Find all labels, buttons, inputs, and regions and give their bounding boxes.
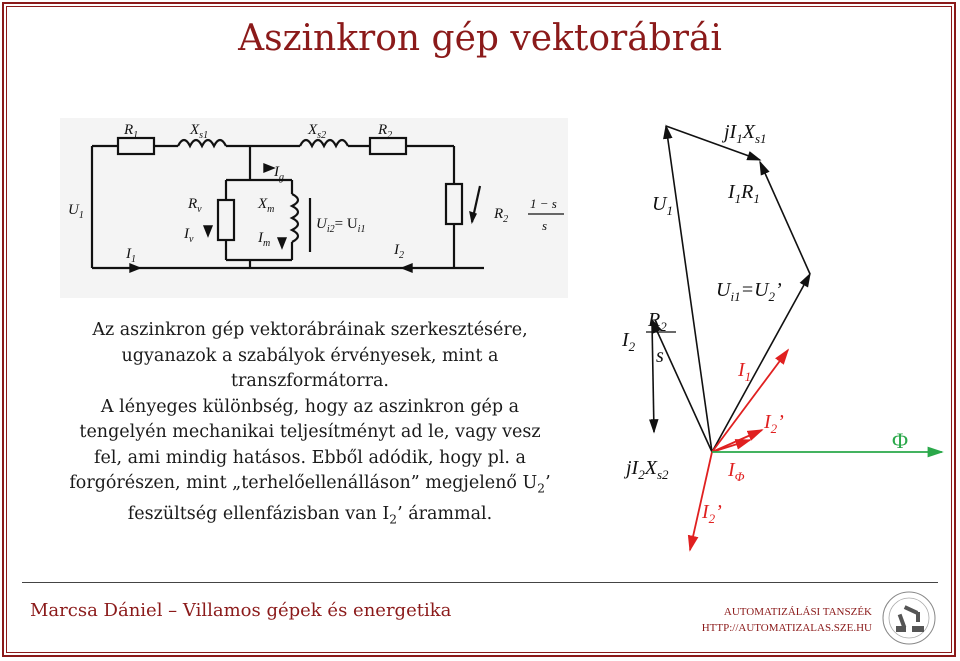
label-ji1xs1: $jI_1X_{s1}$ <box>724 121 767 146</box>
label-i2-prime: $I_2$ <box>622 329 636 354</box>
label-frac-denominator: s <box>542 218 548 233</box>
phasor-diagram <box>600 110 950 560</box>
label-ji2xs2: $jI_2X_{s2}$ <box>626 457 669 482</box>
label-rv: $R_v$ <box>188 196 202 215</box>
label-i2-lower: $I_2$’ <box>702 501 722 526</box>
paragraph-line: ugyanazok a szabályok érvényesek, mint a <box>121 345 499 366</box>
department-logo-icon <box>880 590 938 646</box>
paragraph-line: A lényeges különbség, hogy az aszinkron gép a <box>100 396 520 417</box>
label-i1: $I_1$ <box>126 246 136 265</box>
label-xs1: $X_{s1}$ <box>190 122 209 141</box>
label-i2-prime-red: $I_2$’ <box>764 411 784 436</box>
label-iphi: $I_\Phi$ <box>728 459 745 484</box>
label-i1r1: $I_1R_1$ <box>728 181 760 206</box>
label-xs2: $X_{s2}$ <box>308 122 327 141</box>
footer-divider <box>22 582 938 583</box>
equivalent-circuit-diagram <box>60 118 568 298</box>
label-xm: $X_m$ <box>258 196 275 215</box>
label-r2-over-s-num: $R_2$ <box>648 309 667 334</box>
department-url: HTTP://AUTOMATIZALAS.SZE.HU <box>701 622 872 634</box>
paragraph-line: fel, ami mindig hatásos. Ebből adódik, hogy pl. a <box>94 447 526 468</box>
label-iv: $I_v$ <box>184 226 194 245</box>
paragraph-line: feszültség ellenfázisban van $I_2$’ árammal. <box>127 504 493 527</box>
i2-lower-vector <box>690 452 712 550</box>
label-i1-red: $I_1$ <box>738 359 752 384</box>
label-load-resistance: $R_2$ <box>494 206 509 225</box>
label-frac-numerator: 1 − s <box>530 196 557 211</box>
label-u1: $U_1$ <box>68 202 84 221</box>
label-u1: $U_1$ <box>652 193 673 218</box>
label-im: $I_m$ <box>258 230 271 249</box>
label-r2: $R_2$ <box>378 122 393 141</box>
paragraph-line: transzformátorra. <box>230 371 389 391</box>
paragraph-line: tengelyén mechanikai teljesítményt ad le, vagy vesz <box>79 422 541 442</box>
footer-department <box>702 604 872 636</box>
paragraph-line: Az aszinkron gép vektorábráinak szerkesztésére, <box>92 320 528 340</box>
i1-vector <box>712 350 788 452</box>
label-ig: $I_g$ <box>274 164 284 183</box>
label-i2: $I_2$ <box>394 242 404 261</box>
label-r1: $R_1$ <box>124 122 139 141</box>
department-name: AUTOMATIZÁLÁSI TANSZÉK <box>723 606 872 618</box>
footer-author: Marcsa Dániel – Villamos gépek és energetika <box>30 600 452 621</box>
paragraph-line: forgórészen, mint „terhelőellenálláson” megjelenő $U_2$’ <box>69 473 551 496</box>
label-phi: Φ <box>892 428 909 453</box>
description-paragraph <box>30 318 590 533</box>
label-r2-over-s-den: s <box>656 345 664 367</box>
label-ui2-eq-ui1: $U_{i2}= U_{i1}$ <box>316 216 366 235</box>
label-ui1-u2: $U_{i1}=U_2$’ <box>716 279 782 304</box>
i1r1-vector <box>760 162 810 274</box>
ji2xs2-vector <box>652 322 654 432</box>
slide-title: Aszinkron gép vektorábrái <box>238 18 722 59</box>
